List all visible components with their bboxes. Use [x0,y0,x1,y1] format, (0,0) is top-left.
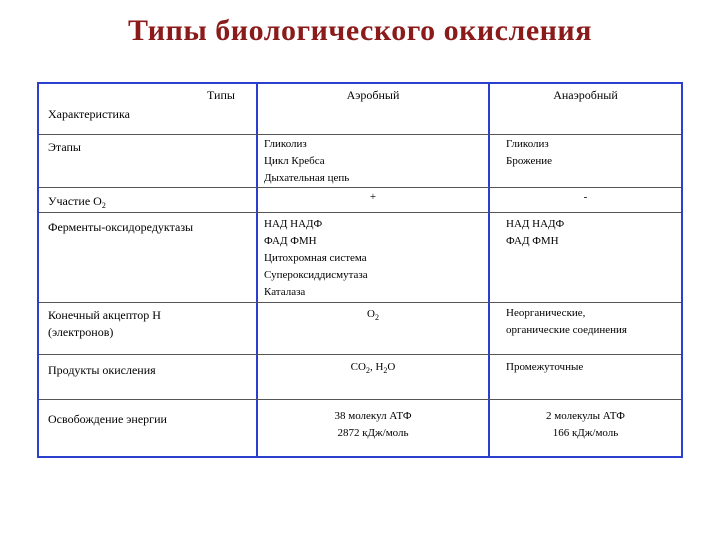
row-label-enzymes: Ферменты-оксидоредуктазы [48,220,194,234]
enzymes-aerobic-2: ФАД ФМН [264,235,317,247]
products-aerobic [258,359,488,376]
enzymes-aerobic-1: НАД НАДФ [264,218,323,230]
products-h: , H [369,361,384,373]
acceptor-anaerobic-1: Неорганические, [506,307,586,319]
row-divider-4 [39,302,681,303]
row-label-products: Продукты окисления [48,363,156,377]
products-o: O [387,361,396,373]
column-divider-2 [488,82,490,458]
energy-aerobic-1: 38 молекул АТФ [334,410,412,422]
enzymes-anaerobic-1: НАД НАДФ [506,218,565,230]
row-divider-1 [39,134,681,135]
energy-anaerobic-2: 166 кДж/моль [552,427,619,439]
products-co-sub: 2 [365,366,370,375]
enzymes-anaerobic-2: ФАД ФМН [506,235,559,247]
enzymes-aerobic-5: Каталаза [264,286,306,298]
column-divider-1 [256,82,258,458]
row-label-energy: Освобождение энергии [48,412,167,426]
header-types: Типы [207,88,235,102]
enzymes-aerobic-4: Супероксиддисмутаза [264,269,368,281]
oxygen-anaerobic: - [583,191,588,203]
oxygen-aerobic: + [369,191,377,203]
oxygen-label-text: Участие O [48,194,102,208]
header-characteristic: Характеристика [48,107,130,121]
row-label-acceptor-1: Конечный акцептор Н [48,308,161,322]
slide-title: Типы биологического окисления [128,14,592,47]
row-label-stages: Этапы [48,140,81,154]
stages-aerobic-1: Гликолиз [264,138,307,150]
stages-aerobic-3: Дыхательная цепь [264,172,350,184]
energy-anaerobic-1: 2 молекулы АТФ [546,410,625,422]
row-divider-6 [39,399,681,400]
products-anaerobic: Промежуточные [506,361,584,373]
header-aerobic: Аэробный [346,88,400,102]
energy-aerobic-2: 2872 кДж/моль [337,427,409,439]
stages-aerobic-2: Цикл Кребса [264,155,325,167]
products-co: CO [350,361,366,373]
row-divider-2 [39,187,681,188]
row-divider-3 [39,212,681,213]
header-anaerobic: Анаэробный [553,88,618,102]
acceptor-aerobic-sub: 2 [374,313,379,322]
stages-anaerobic-1: Гликолиз [506,138,549,150]
acceptor-anaerobic-2: органические соединения [506,324,627,336]
acceptor-aerobic-text: O [367,308,375,320]
acceptor-aerobic [258,306,488,323]
row-label-oxygen [48,192,106,210]
products-h-sub: 2 [383,366,388,375]
row-divider-5 [39,354,681,355]
oxygen-label-sub: 2 [101,201,106,210]
enzymes-aerobic-3: Цитохромная система [264,252,367,264]
stages-anaerobic-2: Брожение [506,155,553,167]
row-label-acceptor-2: (электронов) [48,325,114,339]
